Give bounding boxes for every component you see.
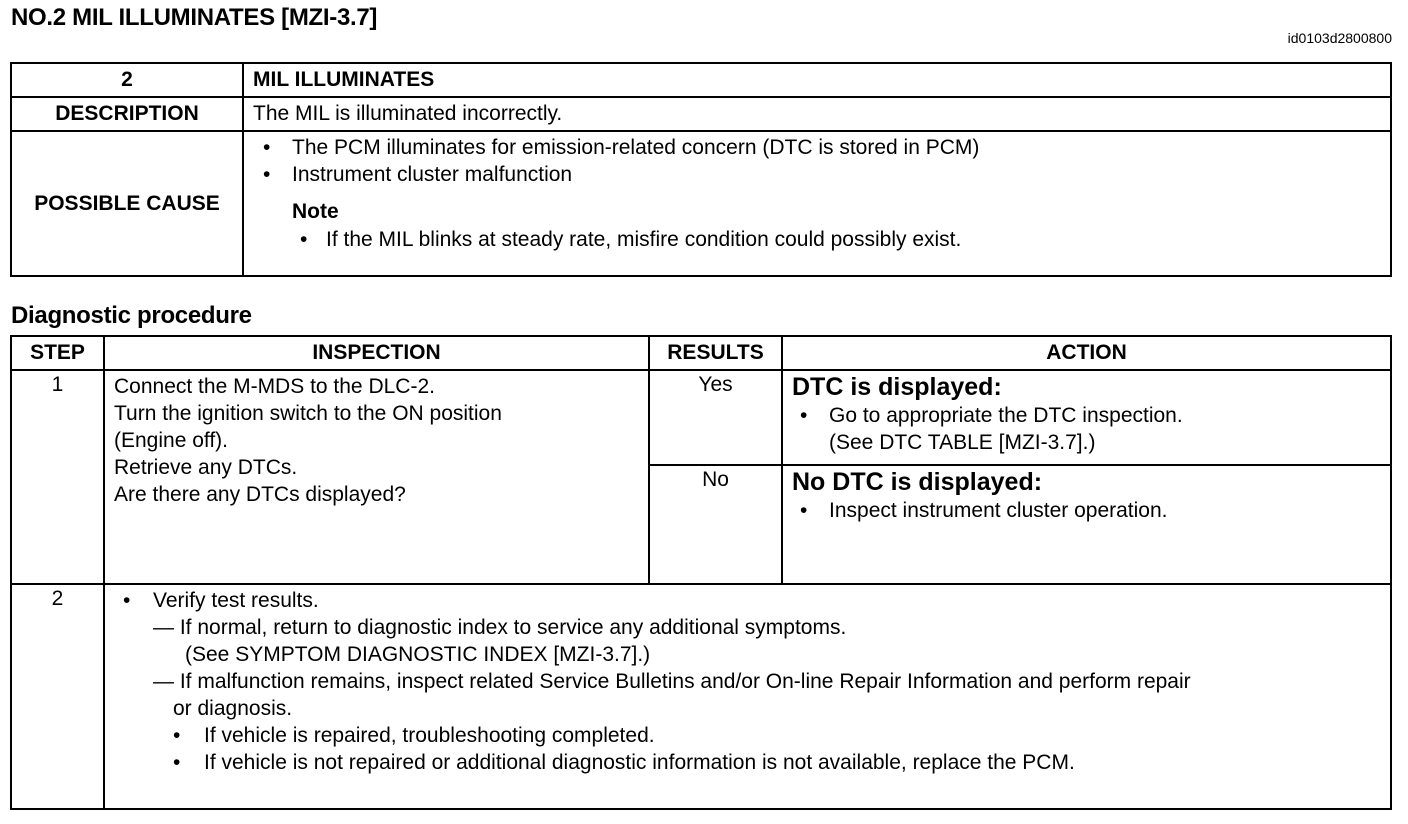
- step2-content: [104, 584, 1391, 809]
- column-header-action: ACTION: [782, 336, 1391, 370]
- cause-item: • The PCM illuminates for emission-related concern (DTC is stored in PCM): [258, 134, 1390, 161]
- note-title: Note: [292, 200, 339, 223]
- action-yes-item: [792, 402, 1390, 456]
- info-table: [10, 62, 1392, 277]
- document-id: id0103d2800800: [1287, 30, 1392, 46]
- step1-inspection: [104, 370, 649, 584]
- description-label: DESCRIPTION: [11, 97, 243, 131]
- action-yes-line: • Go to appropriate the DTC inspection.: [829, 404, 1183, 427]
- action-yes: [782, 370, 1391, 465]
- result-yes: Yes: [649, 370, 782, 465]
- result-no: No: [649, 465, 782, 584]
- action-no: [782, 465, 1391, 584]
- column-header-step: STEP: [11, 336, 104, 370]
- action-yes-title: DTC is displayed:: [792, 373, 1002, 401]
- step2-normal: — If normal, return to diagnostic index to service any additional symptoms.: [153, 616, 847, 639]
- action-yes-reference: (See DTC TABLE [MZI-3.7].): [829, 431, 1096, 454]
- inspection-line: Connect the M-MDS to the DLC-2.: [114, 375, 435, 398]
- step2-normal-reference: (See SYMPTOM DIAGNOSTIC INDEX [MZI-3.7].): [185, 643, 651, 666]
- action-no-item: • Inspect instrument cluster operation.: [792, 497, 1390, 524]
- inspection-line: Retrieve any DTCs.: [114, 456, 298, 479]
- inspection-line: (Engine off).: [114, 429, 229, 452]
- note-list: [292, 226, 1390, 254]
- cause-list: [258, 134, 1390, 188]
- info-number: 2: [11, 63, 243, 97]
- action-no-title: No DTC is displayed:: [792, 468, 1043, 496]
- page-title: NO.2 MIL ILLUMINATES [MZI-3.7]: [11, 4, 378, 31]
- step-number: 2: [11, 584, 104, 809]
- step-number: 1: [11, 370, 104, 584]
- description-text: The MIL is illuminated incorrectly.: [243, 97, 1391, 131]
- diagnostic-procedure-heading: Diagnostic procedure: [11, 302, 252, 329]
- possible-cause-cell: [243, 131, 1391, 276]
- inspection-line: Are there any DTCs displayed?: [114, 483, 406, 506]
- step2-verify: • Verify test results.: [119, 587, 1390, 614]
- step2-not-repaired: • If vehicle is not repaired or additional diagnostic information is not available, replace the PCM.: [119, 749, 1390, 776]
- step2-repaired: • If vehicle is repaired, troubleshooting completed.: [119, 722, 1390, 749]
- column-header-inspection: INSPECTION: [104, 336, 649, 370]
- column-header-results: RESULTS: [649, 336, 782, 370]
- info-heading: MIL ILLUMINATES: [243, 63, 1391, 97]
- step2-malfunction-continued: or diagnosis.: [173, 697, 293, 720]
- cause-item: • Instrument cluster malfunction: [258, 161, 1390, 188]
- inspection-line: Turn the ignition switch to the ON position: [114, 402, 502, 425]
- possible-cause-label: POSSIBLE CAUSE: [11, 131, 243, 276]
- note-item: • If the MIL blinks at steady rate, misfire condition could possibly exist.: [292, 226, 1390, 254]
- procedure-table: [10, 335, 1392, 810]
- step2-malfunction: — If malfunction remains, inspect related Service Bulletins and/or On-line Repair Information and perform repair: [153, 670, 1191, 693]
